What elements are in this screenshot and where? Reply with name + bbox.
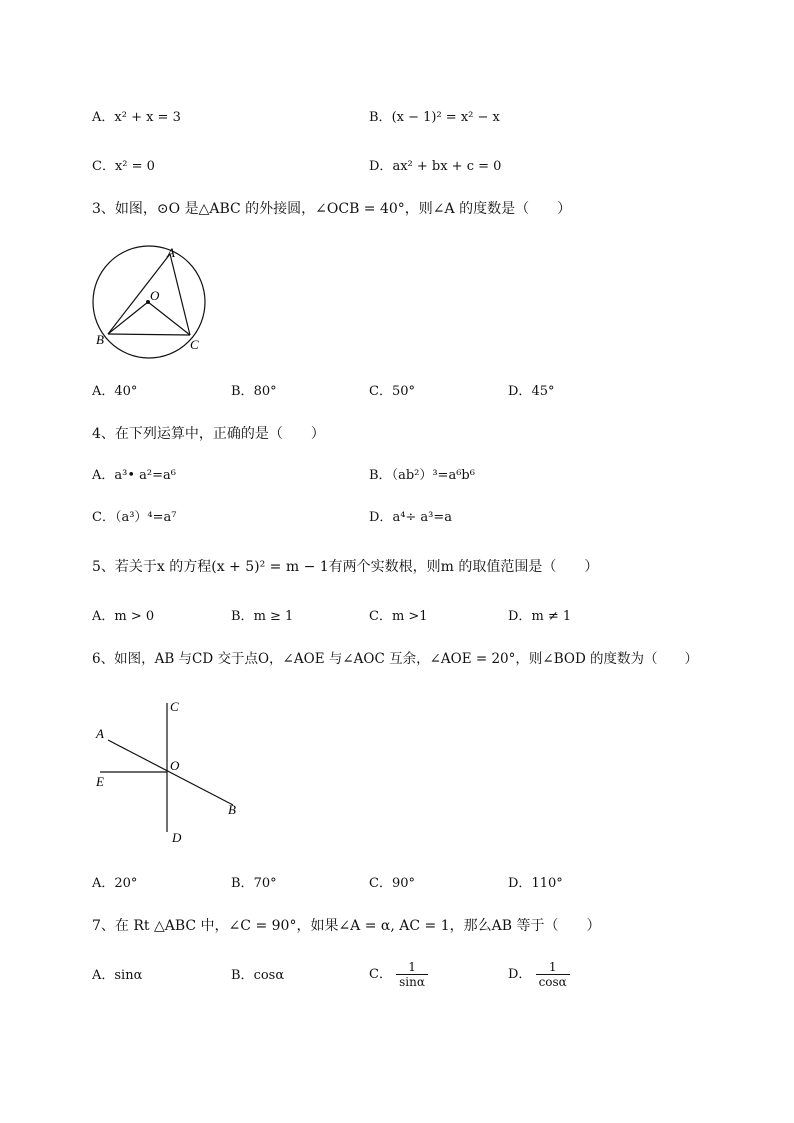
option-letter: B． [369,468,392,483]
segment-oc [148,302,190,335]
option-text: m > 0 [114,609,155,624]
option-text: 45° [531,384,555,399]
fraction-numerator: 1 [548,960,557,974]
option-letter: B． [231,384,254,399]
option-letter: C． [92,159,115,174]
q4-option-b [369,468,475,484]
option-letter: D． [508,967,532,982]
q7-option-b [231,968,284,984]
q6-option-c [369,876,415,892]
fraction-denominator: sinα [396,974,428,989]
q4-option-d [369,510,452,526]
q3-stem: 3、如图，⊙O 是△ABC 的外接圆，∠OCB = 40°，则∠A 的度数是（ ） [92,201,572,217]
q6-stem: 6、如图，AB 与CD 交于点O，∠AOE 与∠AOC 互余，∠AOE = 20°，则∠BOD 的度数为（ ） [92,651,699,667]
option-letter: C． [369,967,392,982]
option-text: 20° [114,876,138,891]
option-text: 40° [114,384,138,399]
q5-stem: 5、若关于x 的方程(x + 5)² = m − 1有两个实数根，则m 的取值范围是（ ） [92,559,599,575]
q2-option-c [92,159,155,175]
option-letter: B． [231,968,254,983]
option-text: （ab²）³=a⁶b⁶ [391,468,475,483]
option-letter: B． [369,110,392,125]
option-letter: A． [92,968,115,983]
label-o: O [170,758,180,773]
option-letter: C． [92,510,115,525]
label-a: A [167,245,175,260]
label-c: C [170,699,179,714]
side-ac [170,254,190,335]
option-text: x² = 0 [114,159,155,174]
option-letter: D． [508,609,532,624]
option-text: 90° [391,876,415,891]
q3-option-c [369,384,415,400]
fraction [396,960,428,989]
label-o: O [150,288,160,303]
option-text: 70° [253,876,277,891]
option-letter: B． [231,876,254,891]
q7-option-d [508,958,570,992]
option-letter: D． [369,510,393,525]
fraction-numerator: 1 [408,960,416,974]
label-b: B [228,802,236,817]
option-text: sinα [114,968,143,983]
option-letter: D． [508,384,532,399]
side-ab [108,254,170,334]
label-d: D [172,830,182,845]
option-text: 110° [531,876,563,891]
q2-option-b [369,110,500,126]
q4-option-c [92,510,176,526]
q7-option-c [369,958,428,992]
option-text: m >1 [391,609,428,624]
side-bc [108,334,190,335]
option-letter: A． [92,384,115,399]
q6-option-b [231,876,277,892]
option-text: m ≠ 1 [531,609,572,624]
label-e: E [96,774,104,789]
option-text: cosα [253,968,285,983]
q6-option-d [508,876,563,892]
q6-option-a [92,876,137,892]
option-letter: C． [369,876,392,891]
option-text: a³• a²=a⁶ [114,468,176,483]
label-a: A [96,726,104,741]
option-letter: C． [369,609,392,624]
q5-option-a [92,609,154,625]
q5-option-d [508,609,571,625]
q4-stem: 4、在下列运算中，正确的是（ ） [92,426,325,442]
q5-option-c [369,609,428,625]
q2-option-d [369,159,501,175]
option-letter: A． [92,110,115,125]
q3-option-d [508,384,554,400]
fraction [536,960,570,989]
fraction-denominator: cosα [536,974,570,989]
label-b: B [96,332,104,347]
label-c: C [190,337,199,352]
q7-stem: 7、在 Rt △ABC 中，∠C = 90°，如果∠A = α, AC = 1，那么AB 等于（ ） [92,918,601,934]
q7-option-a [92,968,142,984]
option-letter: A． [92,609,115,624]
q4-option-a [92,468,176,484]
option-text: 80° [253,384,277,399]
q2-option-a [92,110,181,126]
option-text: a⁴÷ a³=a [392,510,453,525]
segment-ob [108,302,148,334]
q3-option-b [231,384,277,400]
option-letter: D． [369,159,393,174]
option-text: （a³）⁴=a⁷ [114,510,177,525]
q3-circle-figure [90,240,240,360]
option-text: x² + x = 3 [114,110,181,125]
option-letter: D． [508,876,532,891]
option-letter: C． [369,384,392,399]
q5-option-b [231,609,293,625]
q3-option-a [92,384,137,400]
option-text: 50° [391,384,415,399]
option-letter: A． [92,876,115,891]
option-text: m ≥ 1 [253,609,294,624]
option-text: (x − 1)² = x² − x [391,110,500,125]
option-text: ax² + bx + c = 0 [392,159,502,174]
option-letter: B． [231,609,254,624]
q6-lines-figure [90,695,260,855]
option-letter: A． [92,468,115,483]
